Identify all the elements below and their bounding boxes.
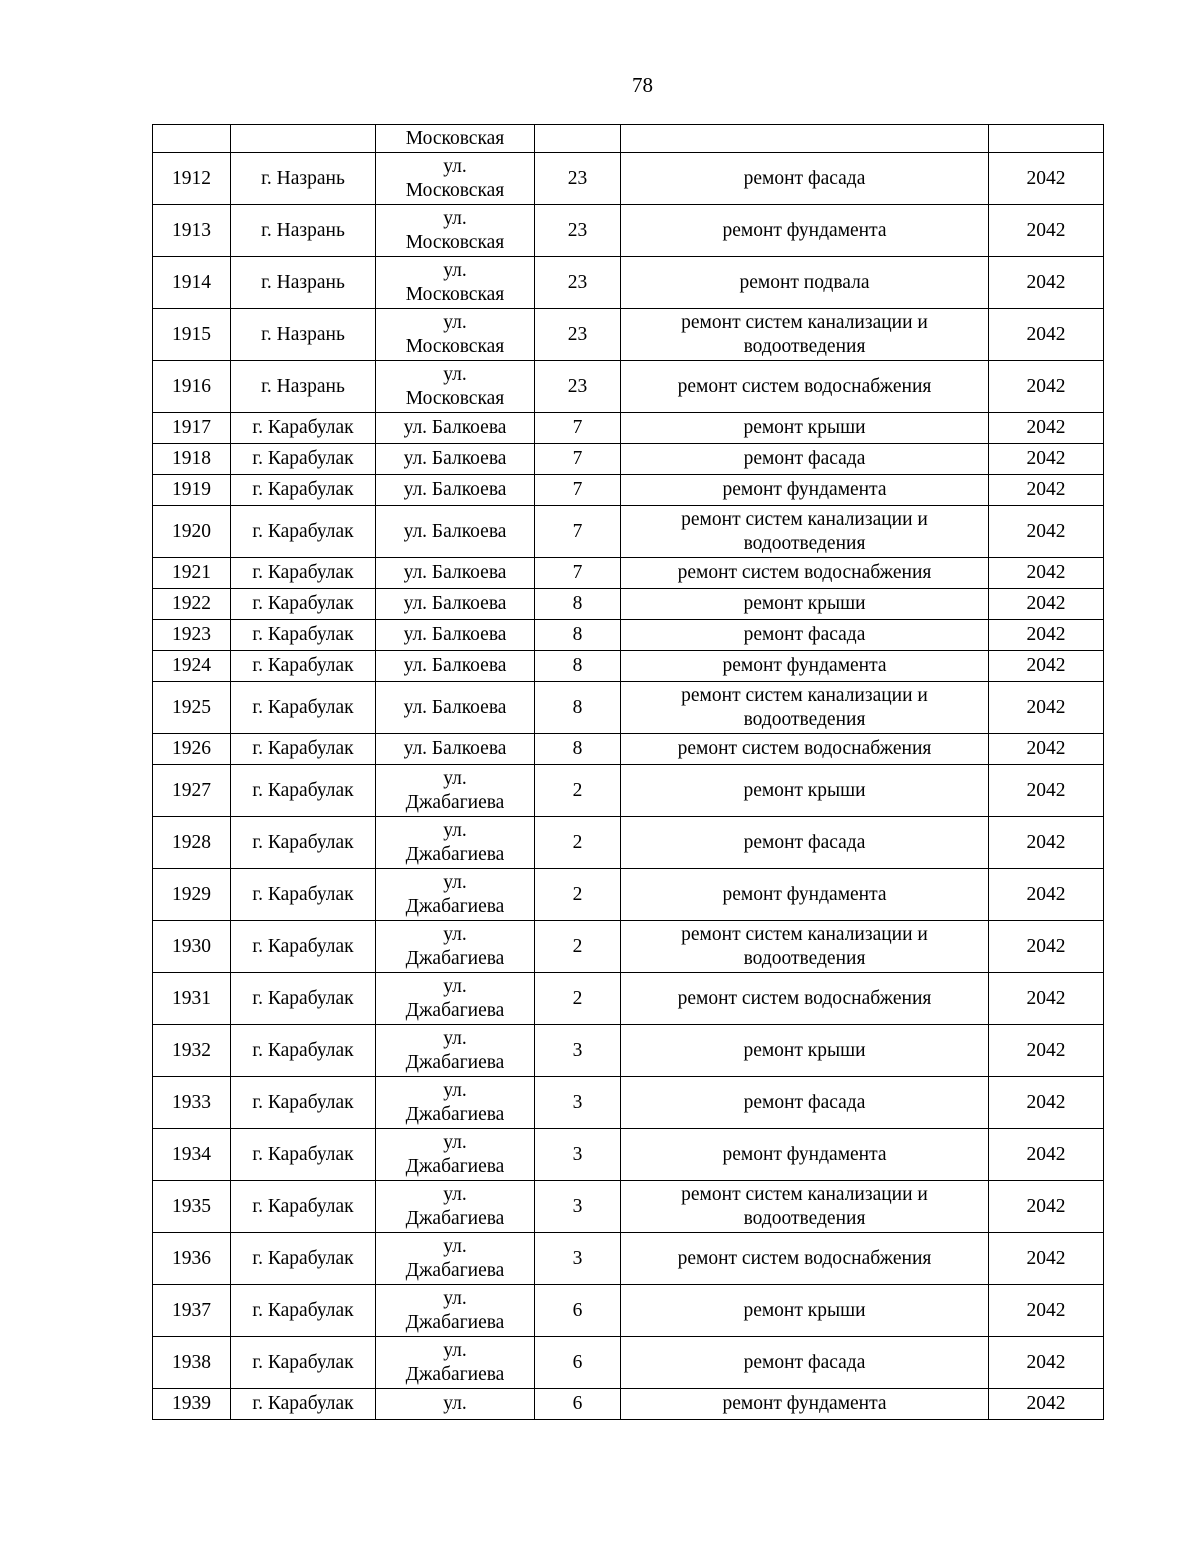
table-row bbox=[153, 589, 1104, 620]
table-row bbox=[153, 921, 1104, 973]
cell-number: 1929 bbox=[153, 869, 231, 921]
cell-number: 1926 bbox=[153, 734, 231, 765]
cell-house: 8 bbox=[535, 682, 621, 734]
cell-work-type bbox=[621, 734, 989, 765]
cell-number: 1938 bbox=[153, 1337, 231, 1389]
table-row bbox=[153, 651, 1104, 682]
cell-street-line: ул. bbox=[443, 1183, 467, 1205]
cell-city: г. Карабулак bbox=[231, 413, 376, 444]
cell-work-type bbox=[621, 1129, 989, 1181]
cell-street bbox=[376, 1025, 535, 1077]
table-row bbox=[153, 125, 1104, 153]
cell-street bbox=[376, 257, 535, 309]
cell-street bbox=[376, 413, 535, 444]
cell-work-type-line: ремонт фундамента bbox=[722, 1393, 887, 1414]
cell-year: 2042 bbox=[989, 817, 1104, 869]
cell-street bbox=[376, 1337, 535, 1389]
cell-street bbox=[376, 1285, 535, 1337]
cell-street-line: ул. Балкоева bbox=[403, 520, 507, 542]
cell-street-line: ул. bbox=[443, 819, 467, 841]
cell-city: г. Назрань bbox=[231, 205, 376, 257]
cell-city: г. Карабулак bbox=[231, 620, 376, 651]
cell-year: 2042 bbox=[989, 682, 1104, 734]
cell-house: 7 bbox=[535, 558, 621, 589]
cell-number: 1933 bbox=[153, 1077, 231, 1129]
cell-work-type-line: ремонт систем водоснабжения bbox=[677, 562, 932, 583]
cell-house: 8 bbox=[535, 620, 621, 651]
cell-number: 1917 bbox=[153, 413, 231, 444]
cell-street bbox=[376, 125, 535, 153]
cell-year: 2042 bbox=[989, 765, 1104, 817]
cell-work-type-line: водоотведения bbox=[743, 532, 866, 554]
cell-work-type bbox=[621, 506, 989, 558]
cell-street bbox=[376, 558, 535, 589]
cell-number: 1912 bbox=[153, 153, 231, 205]
cell-work-type bbox=[621, 1181, 989, 1233]
cell-city: г. Карабулак bbox=[231, 1389, 376, 1420]
cell-year bbox=[989, 125, 1104, 153]
cell-city: г. Карабулак bbox=[231, 869, 376, 921]
table-row bbox=[153, 869, 1104, 921]
cell-work-type-line: ремонт фасада bbox=[743, 624, 866, 645]
cell-number: 1918 bbox=[153, 444, 231, 475]
cell-city: г. Карабулак bbox=[231, 589, 376, 620]
cell-city: г. Назрань bbox=[231, 361, 376, 413]
table-row bbox=[153, 413, 1104, 444]
cell-street bbox=[376, 973, 535, 1025]
cell-number: 1937 bbox=[153, 1285, 231, 1337]
cell-street-line: ул. Балкоева bbox=[403, 417, 507, 438]
table-row bbox=[153, 734, 1104, 765]
table-row bbox=[153, 682, 1104, 734]
cell-work-type bbox=[621, 125, 989, 153]
table-row bbox=[153, 765, 1104, 817]
cell-year: 2042 bbox=[989, 413, 1104, 444]
cell-house: 7 bbox=[535, 413, 621, 444]
cell-street-line: ул. bbox=[443, 1079, 467, 1101]
cell-house: 23 bbox=[535, 205, 621, 257]
cell-number: 1935 bbox=[153, 1181, 231, 1233]
cell-street bbox=[376, 651, 535, 682]
cell-work-type-line: ремонт систем водоснабжения bbox=[677, 375, 932, 397]
cell-work-type-line: водоотведения bbox=[743, 1207, 866, 1229]
cell-work-type bbox=[621, 558, 989, 589]
cell-house: 8 bbox=[535, 589, 621, 620]
cell-street-line: ул. Балкоева bbox=[403, 738, 507, 759]
cell-street bbox=[376, 620, 535, 651]
cell-house: 6 bbox=[535, 1389, 621, 1420]
cell-street-line: ул. Балкоева bbox=[403, 448, 507, 469]
cell-street bbox=[376, 361, 535, 413]
cell-work-type bbox=[621, 1077, 989, 1129]
cell-work-type-line: ремонт систем канализации и bbox=[681, 508, 928, 530]
cell-work-type-line: водоотведения bbox=[743, 335, 866, 357]
cell-city: г. Карабулак bbox=[231, 1129, 376, 1181]
cell-number: 1934 bbox=[153, 1129, 231, 1181]
cell-work-type-line: ремонт систем канализации и bbox=[681, 1183, 928, 1205]
cell-street-line: Джабагиева bbox=[405, 1259, 505, 1281]
table-row bbox=[153, 1337, 1104, 1389]
table-row bbox=[153, 1077, 1104, 1129]
cell-city: г. Назрань bbox=[231, 309, 376, 361]
cell-street-line: Московская bbox=[405, 127, 505, 149]
table-row bbox=[153, 475, 1104, 506]
cell-street bbox=[376, 1233, 535, 1285]
cell-number: 1932 bbox=[153, 1025, 231, 1077]
cell-city: г. Карабулак bbox=[231, 1025, 376, 1077]
cell-street-line: ул. bbox=[443, 1287, 467, 1309]
cell-number: 1923 bbox=[153, 620, 231, 651]
cell-street-line: ул. Балкоева bbox=[403, 479, 507, 500]
table-row bbox=[153, 1025, 1104, 1077]
cell-year: 2042 bbox=[989, 1129, 1104, 1181]
table-row bbox=[153, 1129, 1104, 1181]
cell-work-type-line: ремонт крыши bbox=[743, 779, 866, 801]
table-row bbox=[153, 361, 1104, 413]
cell-work-type bbox=[621, 205, 989, 257]
cell-year: 2042 bbox=[989, 869, 1104, 921]
cell-street-line: Московская bbox=[405, 283, 505, 305]
cell-number: 1919 bbox=[153, 475, 231, 506]
cell-work-type bbox=[621, 361, 989, 413]
cell-house: 8 bbox=[535, 734, 621, 765]
cell-street-line: Московская bbox=[405, 231, 505, 253]
cell-number: 1939 bbox=[153, 1389, 231, 1420]
cell-street-line: ул. bbox=[443, 871, 467, 893]
cell-house: 23 bbox=[535, 153, 621, 205]
cell-city: г. Карабулак bbox=[231, 1077, 376, 1129]
cell-street-line: Джабагиева bbox=[405, 1363, 505, 1385]
cell-number: 1928 bbox=[153, 817, 231, 869]
cell-year: 2042 bbox=[989, 309, 1104, 361]
cell-city: г. Карабулак bbox=[231, 1285, 376, 1337]
cell-work-type bbox=[621, 257, 989, 309]
table-row bbox=[153, 506, 1104, 558]
cell-work-type-line: ремонт фасада bbox=[743, 448, 866, 469]
repair-schedule-table bbox=[152, 124, 1104, 1420]
cell-city: г. Карабулак bbox=[231, 1233, 376, 1285]
cell-street bbox=[376, 475, 535, 506]
cell-year: 2042 bbox=[989, 1233, 1104, 1285]
cell-street bbox=[376, 506, 535, 558]
cell-street bbox=[376, 869, 535, 921]
cell-street-line: ул. bbox=[443, 1131, 467, 1153]
cell-house: 3 bbox=[535, 1181, 621, 1233]
cell-street-line: Джабагиева bbox=[405, 1207, 505, 1229]
cell-street-line: Джабагиева bbox=[405, 895, 505, 917]
cell-work-type-line: ремонт крыши bbox=[743, 1039, 866, 1061]
cell-house: 23 bbox=[535, 361, 621, 413]
cell-work-type bbox=[621, 1389, 989, 1420]
cell-street-line: Джабагиева bbox=[405, 843, 505, 865]
cell-city: г. Карабулак bbox=[231, 765, 376, 817]
cell-work-type-line: ремонт систем канализации и bbox=[681, 311, 928, 333]
cell-house: 7 bbox=[535, 506, 621, 558]
cell-year: 2042 bbox=[989, 205, 1104, 257]
cell-work-type bbox=[621, 444, 989, 475]
cell-work-type bbox=[621, 682, 989, 734]
cell-street-line: Московская bbox=[405, 179, 505, 201]
cell-street bbox=[376, 682, 535, 734]
cell-year: 2042 bbox=[989, 1077, 1104, 1129]
cell-house: 2 bbox=[535, 817, 621, 869]
table-row bbox=[153, 205, 1104, 257]
cell-house: 3 bbox=[535, 1233, 621, 1285]
cell-city: г. Карабулак bbox=[231, 1181, 376, 1233]
cell-work-type bbox=[621, 817, 989, 869]
cell-street bbox=[376, 309, 535, 361]
page-number: 78 bbox=[632, 73, 653, 97]
cell-year: 2042 bbox=[989, 257, 1104, 309]
table-row bbox=[153, 973, 1104, 1025]
cell-street-line: ул. Балкоева bbox=[403, 593, 507, 614]
cell-street-line: ул. bbox=[443, 155, 467, 177]
cell-number: 1913 bbox=[153, 205, 231, 257]
cell-house: 2 bbox=[535, 765, 621, 817]
cell-year: 2042 bbox=[989, 921, 1104, 973]
cell-street-line: ул. bbox=[443, 767, 467, 789]
cell-work-type-line: ремонт крыши bbox=[743, 417, 866, 438]
table-row bbox=[153, 558, 1104, 589]
cell-street bbox=[376, 205, 535, 257]
cell-work-type-line: ремонт фасада bbox=[743, 1091, 866, 1113]
cell-number: 1920 bbox=[153, 506, 231, 558]
cell-year: 2042 bbox=[989, 1337, 1104, 1389]
cell-number: 1922 bbox=[153, 589, 231, 620]
cell-house: 7 bbox=[535, 444, 621, 475]
cell-city: г. Карабулак bbox=[231, 734, 376, 765]
cell-year: 2042 bbox=[989, 589, 1104, 620]
cell-work-type bbox=[621, 869, 989, 921]
table-body bbox=[153, 125, 1104, 1420]
cell-year: 2042 bbox=[989, 1285, 1104, 1337]
cell-number: 1916 bbox=[153, 361, 231, 413]
cell-work-type-line: водоотведения bbox=[743, 947, 866, 969]
cell-work-type bbox=[621, 413, 989, 444]
cell-street bbox=[376, 921, 535, 973]
cell-street-line: ул. Балкоева bbox=[403, 655, 507, 676]
cell-house bbox=[535, 125, 621, 153]
cell-year: 2042 bbox=[989, 1025, 1104, 1077]
cell-work-type bbox=[621, 309, 989, 361]
cell-city: г. Карабулак bbox=[231, 973, 376, 1025]
cell-work-type-line: ремонт фундамента bbox=[722, 655, 887, 676]
cell-street-line: ул. bbox=[443, 207, 467, 229]
cell-street-line: ул. bbox=[443, 1339, 467, 1361]
cell-city: г. Карабулак bbox=[231, 558, 376, 589]
cell-street-line: ул. Балкоева bbox=[403, 562, 507, 583]
table-row bbox=[153, 620, 1104, 651]
cell-work-type-line: ремонт систем канализации и bbox=[681, 684, 928, 706]
cell-year: 2042 bbox=[989, 361, 1104, 413]
cell-work-type-line: ремонт фасада bbox=[743, 831, 866, 853]
cell-work-type-line: ремонт систем водоснабжения bbox=[677, 1247, 932, 1269]
cell-year: 2042 bbox=[989, 651, 1104, 682]
cell-house: 3 bbox=[535, 1025, 621, 1077]
cell-number: 1921 bbox=[153, 558, 231, 589]
cell-city: г. Назрань bbox=[231, 153, 376, 205]
cell-work-type-line: ремонт крыши bbox=[743, 1299, 866, 1321]
cell-number: 1930 bbox=[153, 921, 231, 973]
table-row bbox=[153, 1181, 1104, 1233]
cell-work-type-line: ремонт фасада bbox=[743, 167, 866, 189]
cell-street-line: Джабагиева bbox=[405, 1311, 505, 1333]
cell-city: г. Карабулак bbox=[231, 682, 376, 734]
table-row bbox=[153, 1233, 1104, 1285]
cell-house: 6 bbox=[535, 1337, 621, 1389]
cell-work-type bbox=[621, 973, 989, 1025]
cell-house: 3 bbox=[535, 1077, 621, 1129]
cell-year: 2042 bbox=[989, 558, 1104, 589]
cell-work-type-line: ремонт крыши bbox=[743, 593, 866, 614]
cell-work-type-line: ремонт фундамента bbox=[722, 883, 887, 905]
table-row bbox=[153, 444, 1104, 475]
cell-work-type bbox=[621, 153, 989, 205]
cell-year: 2042 bbox=[989, 973, 1104, 1025]
cell-street-line: Джабагиева bbox=[405, 999, 505, 1021]
cell-year: 2042 bbox=[989, 734, 1104, 765]
cell-house: 6 bbox=[535, 1285, 621, 1337]
cell-house: 7 bbox=[535, 475, 621, 506]
cell-street-line: Джабагиева bbox=[405, 791, 505, 813]
cell-work-type bbox=[621, 765, 989, 817]
cell-city: г. Назрань bbox=[231, 257, 376, 309]
cell-work-type-line: водоотведения bbox=[743, 708, 866, 730]
cell-number bbox=[153, 125, 231, 153]
table-row bbox=[153, 817, 1104, 869]
cell-work-type-line: ремонт систем канализации и bbox=[681, 923, 928, 945]
cell-number: 1931 bbox=[153, 973, 231, 1025]
table-row bbox=[153, 1285, 1104, 1337]
cell-street bbox=[376, 817, 535, 869]
cell-work-type bbox=[621, 921, 989, 973]
cell-street-line: Московская bbox=[405, 335, 505, 357]
cell-street-line: Джабагиева bbox=[405, 947, 505, 969]
cell-year: 2042 bbox=[989, 1181, 1104, 1233]
cell-work-type bbox=[621, 620, 989, 651]
cell-work-type-line: ремонт фундамента bbox=[722, 219, 887, 241]
cell-street-line: ул. bbox=[443, 1235, 467, 1257]
cell-work-type-line: ремонт систем водоснабжения bbox=[677, 987, 932, 1009]
cell-year: 2042 bbox=[989, 475, 1104, 506]
cell-work-type bbox=[621, 475, 989, 506]
cell-street bbox=[376, 1389, 535, 1420]
cell-number: 1914 bbox=[153, 257, 231, 309]
cell-number: 1915 bbox=[153, 309, 231, 361]
cell-year: 2042 bbox=[989, 620, 1104, 651]
cell-work-type bbox=[621, 1233, 989, 1285]
cell-house: 2 bbox=[535, 921, 621, 973]
cell-street-line: Джабагиева bbox=[405, 1155, 505, 1177]
cell-work-type bbox=[621, 1025, 989, 1077]
cell-work-type-line: ремонт систем водоснабжения bbox=[677, 738, 932, 759]
cell-city: г. Карабулак bbox=[231, 921, 376, 973]
cell-street bbox=[376, 765, 535, 817]
cell-street bbox=[376, 734, 535, 765]
cell-house: 2 bbox=[535, 869, 621, 921]
cell-street bbox=[376, 1129, 535, 1181]
cell-street-line: Джабагиева bbox=[405, 1103, 505, 1125]
cell-house: 2 bbox=[535, 973, 621, 1025]
cell-street-line: ул. bbox=[443, 923, 467, 945]
cell-street-line: Джабагиева bbox=[405, 1051, 505, 1073]
cell-house: 3 bbox=[535, 1129, 621, 1181]
cell-house: 8 bbox=[535, 651, 621, 682]
cell-work-type bbox=[621, 589, 989, 620]
table-row bbox=[153, 257, 1104, 309]
cell-year: 2042 bbox=[989, 1389, 1104, 1420]
table-row bbox=[153, 1389, 1104, 1420]
cell-street-line: ул. bbox=[443, 311, 467, 333]
cell-work-type bbox=[621, 651, 989, 682]
cell-work-type bbox=[621, 1337, 989, 1389]
table-row bbox=[153, 153, 1104, 205]
cell-number: 1936 bbox=[153, 1233, 231, 1285]
cell-city: г. Карабулак bbox=[231, 817, 376, 869]
cell-city: г. Карабулак bbox=[231, 506, 376, 558]
cell-work-type-line: ремонт подвала bbox=[739, 271, 870, 293]
cell-street-line: ул. bbox=[443, 363, 467, 385]
cell-city: г. Карабулак bbox=[231, 444, 376, 475]
cell-street-line: ул. Балкоева bbox=[403, 624, 507, 645]
cell-city bbox=[231, 125, 376, 153]
cell-work-type-line: ремонт фундамента bbox=[722, 479, 887, 500]
cell-work-type-line: ремонт фундамента bbox=[722, 1143, 887, 1165]
cell-street-line: ул. bbox=[443, 259, 467, 281]
cell-street-line: ул. bbox=[443, 1027, 467, 1049]
cell-number: 1924 bbox=[153, 651, 231, 682]
cell-city: г. Карабулак bbox=[231, 1337, 376, 1389]
cell-street bbox=[376, 153, 535, 205]
cell-number: 1925 bbox=[153, 682, 231, 734]
cell-street-line: ул. bbox=[443, 1393, 467, 1414]
cell-street bbox=[376, 1181, 535, 1233]
table-row bbox=[153, 309, 1104, 361]
cell-number: 1927 bbox=[153, 765, 231, 817]
cell-street bbox=[376, 1077, 535, 1129]
cell-work-type-line: ремонт фасада bbox=[743, 1351, 866, 1373]
cell-house: 23 bbox=[535, 309, 621, 361]
cell-street bbox=[376, 444, 535, 475]
cell-city: г. Карабулак bbox=[231, 475, 376, 506]
cell-year: 2042 bbox=[989, 153, 1104, 205]
cell-year: 2042 bbox=[989, 444, 1104, 475]
cell-street-line: ул. Балкоева bbox=[403, 696, 507, 718]
cell-house: 23 bbox=[535, 257, 621, 309]
cell-year: 2042 bbox=[989, 506, 1104, 558]
cell-city: г. Карабулак bbox=[231, 651, 376, 682]
cell-street bbox=[376, 589, 535, 620]
cell-street-line: ул. bbox=[443, 975, 467, 997]
cell-work-type bbox=[621, 1285, 989, 1337]
cell-street-line: Московская bbox=[405, 387, 505, 409]
